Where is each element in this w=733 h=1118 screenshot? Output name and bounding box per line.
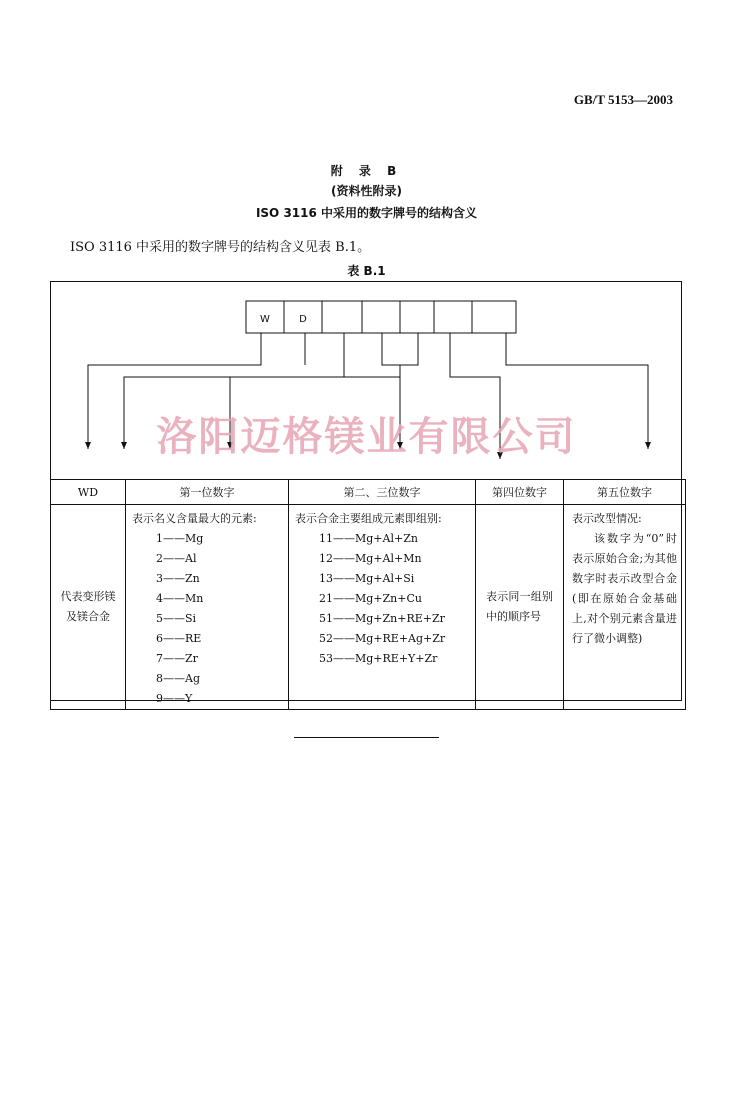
digit-box [362, 301, 400, 333]
header-fourth-digit: 第四位数字 [476, 480, 564, 505]
group-code: 52——Mg+RE+Ag+Zr [319, 632, 446, 645]
digit-box [434, 301, 472, 333]
group-code: 12——Mg+Al+Mn [319, 552, 422, 565]
cell-fourth-digit [476, 505, 564, 710]
digit-box [472, 301, 516, 333]
cell-fifth-digit [564, 505, 686, 710]
digit-box [400, 301, 434, 333]
header-second-third-digits: 第二、三位数字 [289, 480, 476, 505]
element-code: 3——Zn [156, 572, 200, 585]
appendix-heading: ISO 3116 中采用的数字牌号的结构含义 [255, 206, 478, 220]
cell-wd [51, 505, 126, 710]
group-code: 11——Mg+Al+Zn [319, 532, 418, 545]
intro-text: ISO 3116 中采用的数字牌号的结构含义见表 B.1。 [70, 240, 371, 255]
cell-first-digit [126, 505, 289, 710]
connector-second-third [382, 333, 418, 365]
first-digit-intro: 表示名义含量最大的元素: [132, 512, 257, 525]
group-code: 51——Mg+Zn+RE+Zr [319, 612, 445, 625]
element-code: 1——Mg [156, 532, 204, 545]
group-code: 21——Mg+Zn+Cu [319, 592, 422, 605]
structure-table [50, 479, 686, 710]
element-code: 4——Mn [156, 592, 204, 605]
table-header-row [51, 480, 686, 505]
header-wd: WD [51, 480, 126, 505]
appendix-subtitle: (资料性附录) [331, 184, 402, 198]
end-rule [294, 737, 439, 738]
element-code: 2——Al [156, 552, 197, 565]
second-third-intro: 表示合金主要组成元素即组别: [295, 512, 442, 525]
fifth-digit-description: 该数字为“0”时表示原始合金;为其他数字时表示改型合金(即在原始合金基础上,对个别元素含量进行了微小调整) [572, 532, 677, 645]
digit-box-label-d: D [299, 314, 307, 325]
fifth-digit-intro: 表示改型情况: [572, 512, 642, 525]
standard-code: GB/T 5153—2003 [573, 92, 673, 107]
element-code: 5——Si [156, 612, 197, 625]
digit-box-label-w: W [260, 314, 270, 325]
cell-second-third-digits [289, 505, 476, 710]
element-code: 8——Ag [156, 672, 200, 685]
element-code: 7——Zr [156, 652, 198, 665]
header-fifth-digit: 第五位数字 [564, 480, 686, 505]
table-row [51, 505, 686, 710]
watermark: 洛阳迈格镁业有限公司 [156, 414, 577, 460]
digit-box [322, 301, 362, 333]
group-code: 53——Mg+RE+Y+Zr [319, 652, 438, 665]
element-code: 6——RE [156, 632, 202, 645]
fourth-digit-description: 表示同一组别中的顺序号 [486, 590, 553, 623]
element-code: 9——Y [156, 692, 193, 705]
table-caption: 表 B.1 [347, 264, 386, 278]
wd-description: 代表变形镁及镁合金 [60, 590, 116, 623]
header-first-digit: 第一位数字 [126, 480, 289, 505]
group-code: 13——Mg+Al+Si [319, 572, 415, 585]
appendix-title: 附 录 B [330, 164, 403, 178]
